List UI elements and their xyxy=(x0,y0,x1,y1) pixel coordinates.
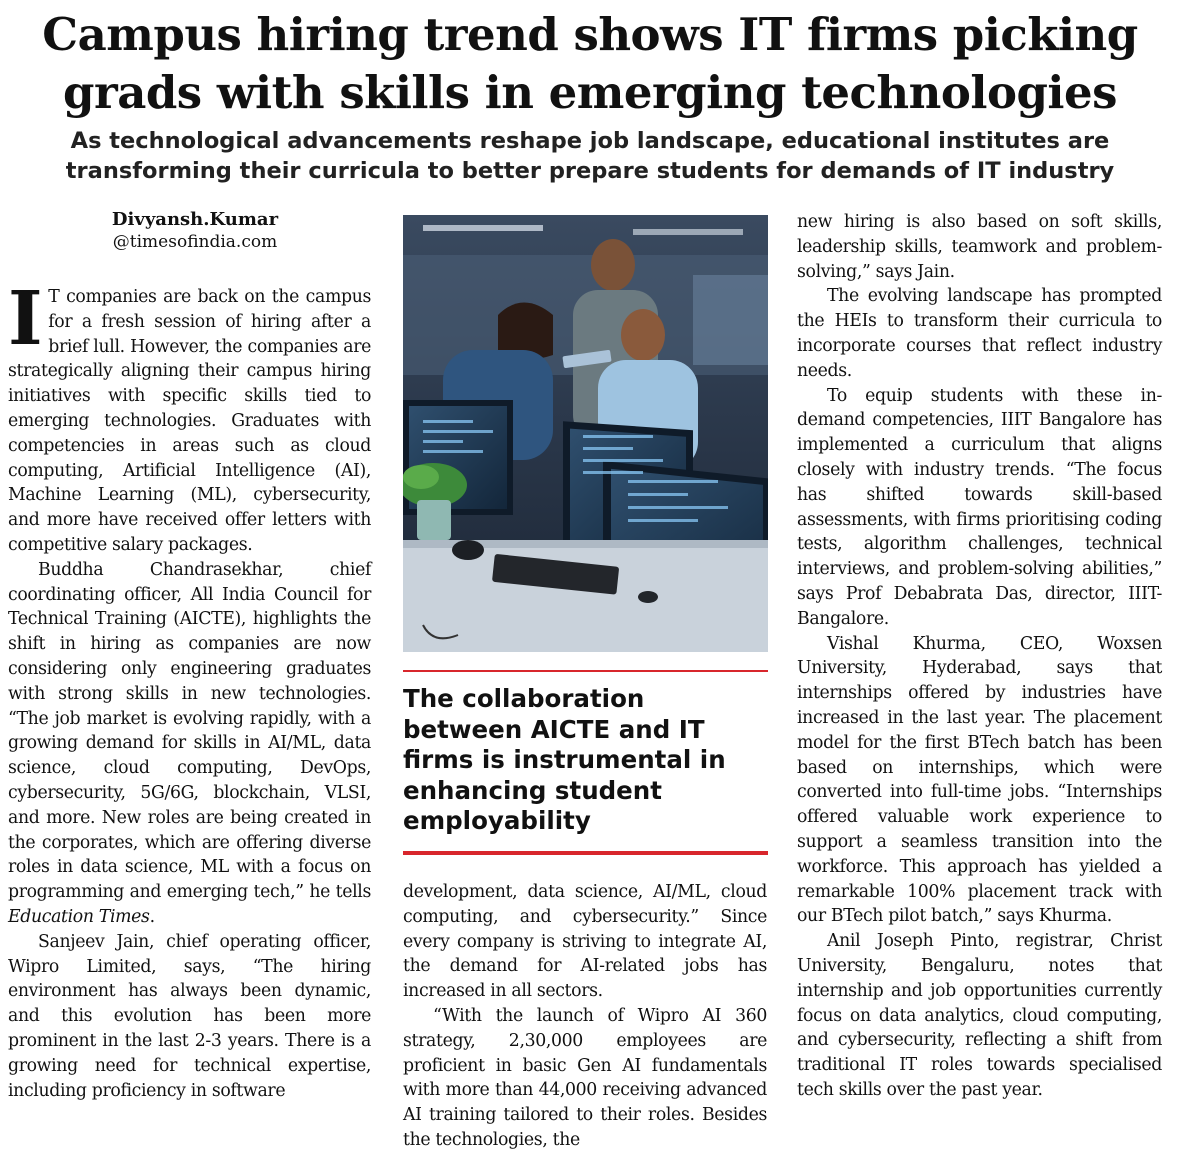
paragraph: Anil Joseph Pinto, registrar, Christ University, Bengaluru, notes that internship and job opportunities currently focus on data analytics, cloud computing, and cybersecurity, reflecting a shift from traditional IT roles towards specialised tech skills over the past year. xyxy=(797,931,1162,1100)
article-column-1 xyxy=(8,276,371,1103)
pullquote-bottom-rule xyxy=(403,851,768,855)
paragraph: development, data science, AI/ML, cloud computing, and cybersecurity.” Since every company is striving to integrate AI, the demand for AI-related jobs has increased in all sectors. xyxy=(403,882,767,1002)
pull-quote-line: firms is instrumental in xyxy=(403,745,726,774)
pull-quote-line: employability xyxy=(403,806,591,835)
publication-name: Education Times xyxy=(8,906,150,927)
paragraph: new hiring is also based on soft skills, leadership skills, teamwork and problem-solving,” says Jain. xyxy=(797,212,1162,282)
pullquote-top-rule xyxy=(403,670,768,672)
headline-line-1: Campus hiring trend shows IT firms picking xyxy=(42,8,1138,61)
pull-quote xyxy=(403,684,768,837)
deck-line-1: As technological advancements reshape job landscape, educational institutes are xyxy=(70,128,1110,154)
author-name: Divyansh.Kumar xyxy=(111,209,279,230)
article-column-2 xyxy=(403,880,767,1153)
headline xyxy=(0,6,1180,122)
paragraph: Sanjeev Jain, chief operating officer, Wipro Limited, says, “The hiring environment has always been dynamic, and this evolution has been more prominent in the last 2-3 years. There is a growing need for technical expertise, including proficiency in software xyxy=(8,931,371,1101)
deck-line-2: transforming their curricula to better prepare students for demands of IT industry xyxy=(65,158,1115,184)
paragraph: The evolving landscape has prompted the HEIs to transform their curricula to incorporate courses that reflect industry needs. xyxy=(797,286,1162,381)
deck-subheadline xyxy=(0,126,1180,186)
office-computer-scene-photo xyxy=(403,215,768,652)
paragraph xyxy=(8,558,371,930)
pull-quote-line: between AICTE and IT xyxy=(403,714,705,744)
paragraph-end: . xyxy=(149,906,155,927)
photo-illustration xyxy=(403,215,768,652)
drop-cap: I xyxy=(8,276,43,362)
article-column-3 xyxy=(797,210,1162,1103)
paragraph-text: Buddha Chandrasekhar, chief coordinating officer, All India Council for Technical Training (AICTE), highlights the shift in hiring as companies are now considering only engineering graduates with strong skills in new technologies. “The job market is evolving rapidly, with a growing demand for skills in AI/ML, data science, cloud computing, DevOps, cybersecurity, 5G/6G, blockchain, VLSI, and more. New roles are being created in the corporates, which are offering diverse roles in data science, ML with a focus on programming and emerging tech,” he tells xyxy=(8,559,371,903)
byline xyxy=(90,208,300,253)
paragraph: “With the launch of Wipro AI 360 strategy, 2,30,000 employees are proficient in basic Gen AI fundamentals with more than 44,000 receiving advanced AI training tailored to their roles. Besides the technologies, the xyxy=(403,1005,767,1150)
pull-quote-line: The collaboration xyxy=(403,684,645,713)
paragraph-text: T companies are back on the campus for a fresh session of hiring after a brief lull. However, the companies are strategically aligning their campus hiring initiatives with specific skills tied to emerging technologies. Graduates with competencies in areas such as cloud computing, Artificial Intelligence (AI), Machine Learning (ML), cybersecurity, and more have received offer letters with competitive salary packages. xyxy=(8,287,371,555)
paragraph: To equip students with these in-demand competencies, IIIT Bangalore has implemented a curriculum that aligns closely with industry trends. “The focus has shifted towards skill-based assessments, with firms prioritising coding tests, algorithm challenges, technical interviews, and problem-solving abilities,” says Prof Debabrata Das, director, IIIT-Bangalore. xyxy=(797,385,1162,629)
paragraph: Vishal Khurma, CEO, Woxsen University, Hyderabad, says that internships offered by industries have increased in the last year. The placement model for the first BTech batch has been based on internships, which were converted into full-time jobs. “Internships offered valuable work experience to support a seamless transition into the workforce. This approach has yielded a remarkable 100% placement track with our BTech pilot batch,” says Khurma. xyxy=(797,633,1162,927)
paragraph xyxy=(8,276,371,558)
pull-quote-line: enhancing student xyxy=(403,775,662,805)
author-email: @timesofindia.com xyxy=(112,232,278,252)
headline-line-2: grads with skills in emerging technologies xyxy=(63,66,1117,119)
